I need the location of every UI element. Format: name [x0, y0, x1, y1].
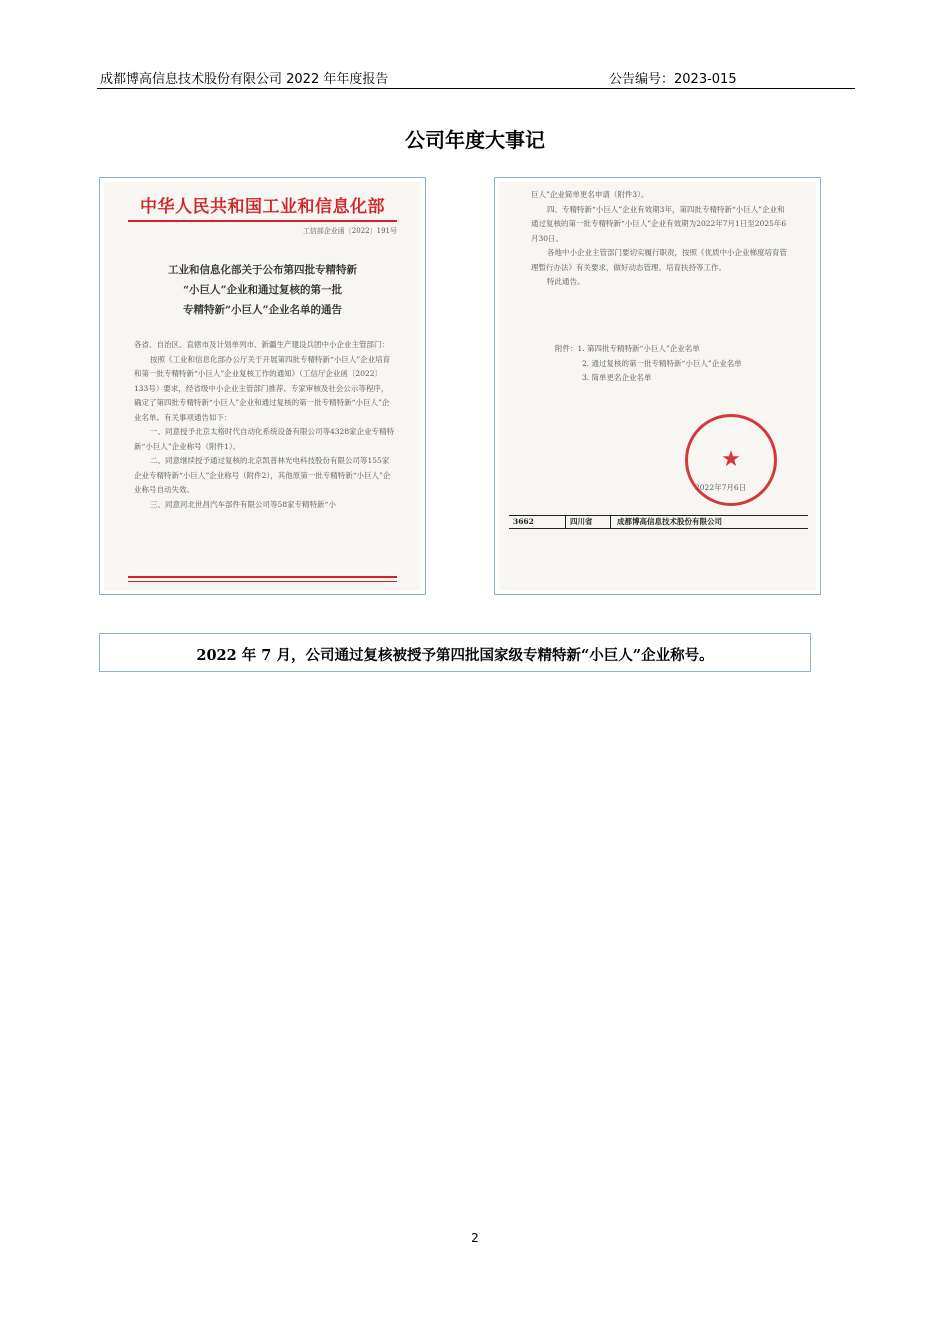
- row-company-name: 成都博高信息技术股份有限公司: [610, 516, 722, 528]
- notice-paragraph: 各地中小企业主管部门要切实履行职责，按照《优质中小企业梯度培育管理暂行办法》有关要求，做好动态管理、培育扶持等工作。: [531, 248, 787, 272]
- attachment-item: 2. 通过复核的第一批专精特新“小巨人”企业名单: [582, 358, 742, 368]
- notice-paragraph: 二、同意继续授予通过复核的北京凯普林光电科技股份有限公司等155家企业专精特新“小巨人”企业称号（附件2），其他原第一批专精特新“小巨人”企业称号自动失效。: [134, 456, 391, 494]
- red-rule-bottom-thin: [128, 581, 397, 582]
- notice-title-line: 工业和信息化部关于公布第四批专精特新: [168, 264, 357, 276]
- notice-body-continued: [531, 188, 792, 290]
- company-list-row: [509, 515, 808, 529]
- header-announcement-number: 公告编号：2023-015: [609, 72, 737, 87]
- notice-title-line: 专精特新“小巨人”企业名单的通告: [182, 304, 343, 316]
- event-caption-box: [99, 633, 811, 672]
- document-number: 工信部企业函〔2022〕191号: [302, 227, 397, 235]
- notice-paragraph: 一、同意授予北京太格时代自动化系统设备有限公司等4328家企业专精特新“小巨人”企业称号（附件1）。: [134, 427, 395, 451]
- notice-paragraph: 各省、自治区、直辖市及计划单列市、新疆生产建设兵团中小企业主管部门：: [134, 340, 389, 349]
- notice-title-line: “小巨人”企业和通过复核的第一批: [182, 284, 343, 296]
- notice-title: [124, 260, 401, 320]
- row-province: 四川省: [565, 516, 593, 528]
- notice-paragraph: 特此通告。: [547, 277, 585, 286]
- notice-body: [134, 338, 395, 512]
- notice-paragraph: 按照《工业和信息化部办公厅关于开展第四批专精特新“小巨人”企业培育和第一批专精特新“小巨人”企业复核工作的通知》（工信厅企业函〔2022〕133号）要求，经省级中小企业主管部门推荐、专家审核及社会公示等程序，确定了第四批专精特新“小巨人”企业和通过复核的第一批专精特新“小巨人”企业名单。有关事项通告如下：: [134, 354, 391, 422]
- page-header: [97, 66, 855, 89]
- notice-scan-page-1: [99, 177, 426, 595]
- attachment-item: 3. 简单更名企业名单: [582, 373, 652, 382]
- page-title: 公司年度大事记: [405, 128, 545, 152]
- page-number: 2: [471, 1231, 479, 1245]
- notice-paragraph: 巨人”企业简单更名申请（附件3）。: [531, 190, 649, 199]
- attachment-item: 附件：1. 第四批专精特新“小巨人”企业名单: [555, 344, 700, 353]
- notice-paragraph: 三、同意河北世昌汽车部件有限公司等58家专精特新“小: [150, 499, 336, 509]
- attachment-list: [555, 342, 742, 386]
- header-company-report: 成都博高信息技术股份有限公司 2022 年年度报告: [100, 72, 389, 87]
- red-rule-top: [128, 220, 397, 222]
- row-number: 3662: [513, 517, 534, 526]
- notice-date: 2022年7月6日: [695, 483, 747, 492]
- seal-star-icon: ★: [721, 447, 741, 472]
- notice-paragraph: 四、专精特新“小巨人”企业有效期3年，第四批专精特新“小巨人”企业和通过复核的第一批专精特新“小巨人”企业有效期为2022年7月1日至2025年6月30日。: [531, 204, 787, 243]
- red-rule-bottom: [128, 576, 397, 578]
- ministry-header: 中华人民共和国工业和信息化部: [140, 197, 385, 217]
- notice-scan-page-2: [494, 177, 821, 595]
- event-caption: 2022 年 7 月，公司通过复核被授予第四批国家级专精特新“小巨人”企业称号。: [196, 647, 714, 664]
